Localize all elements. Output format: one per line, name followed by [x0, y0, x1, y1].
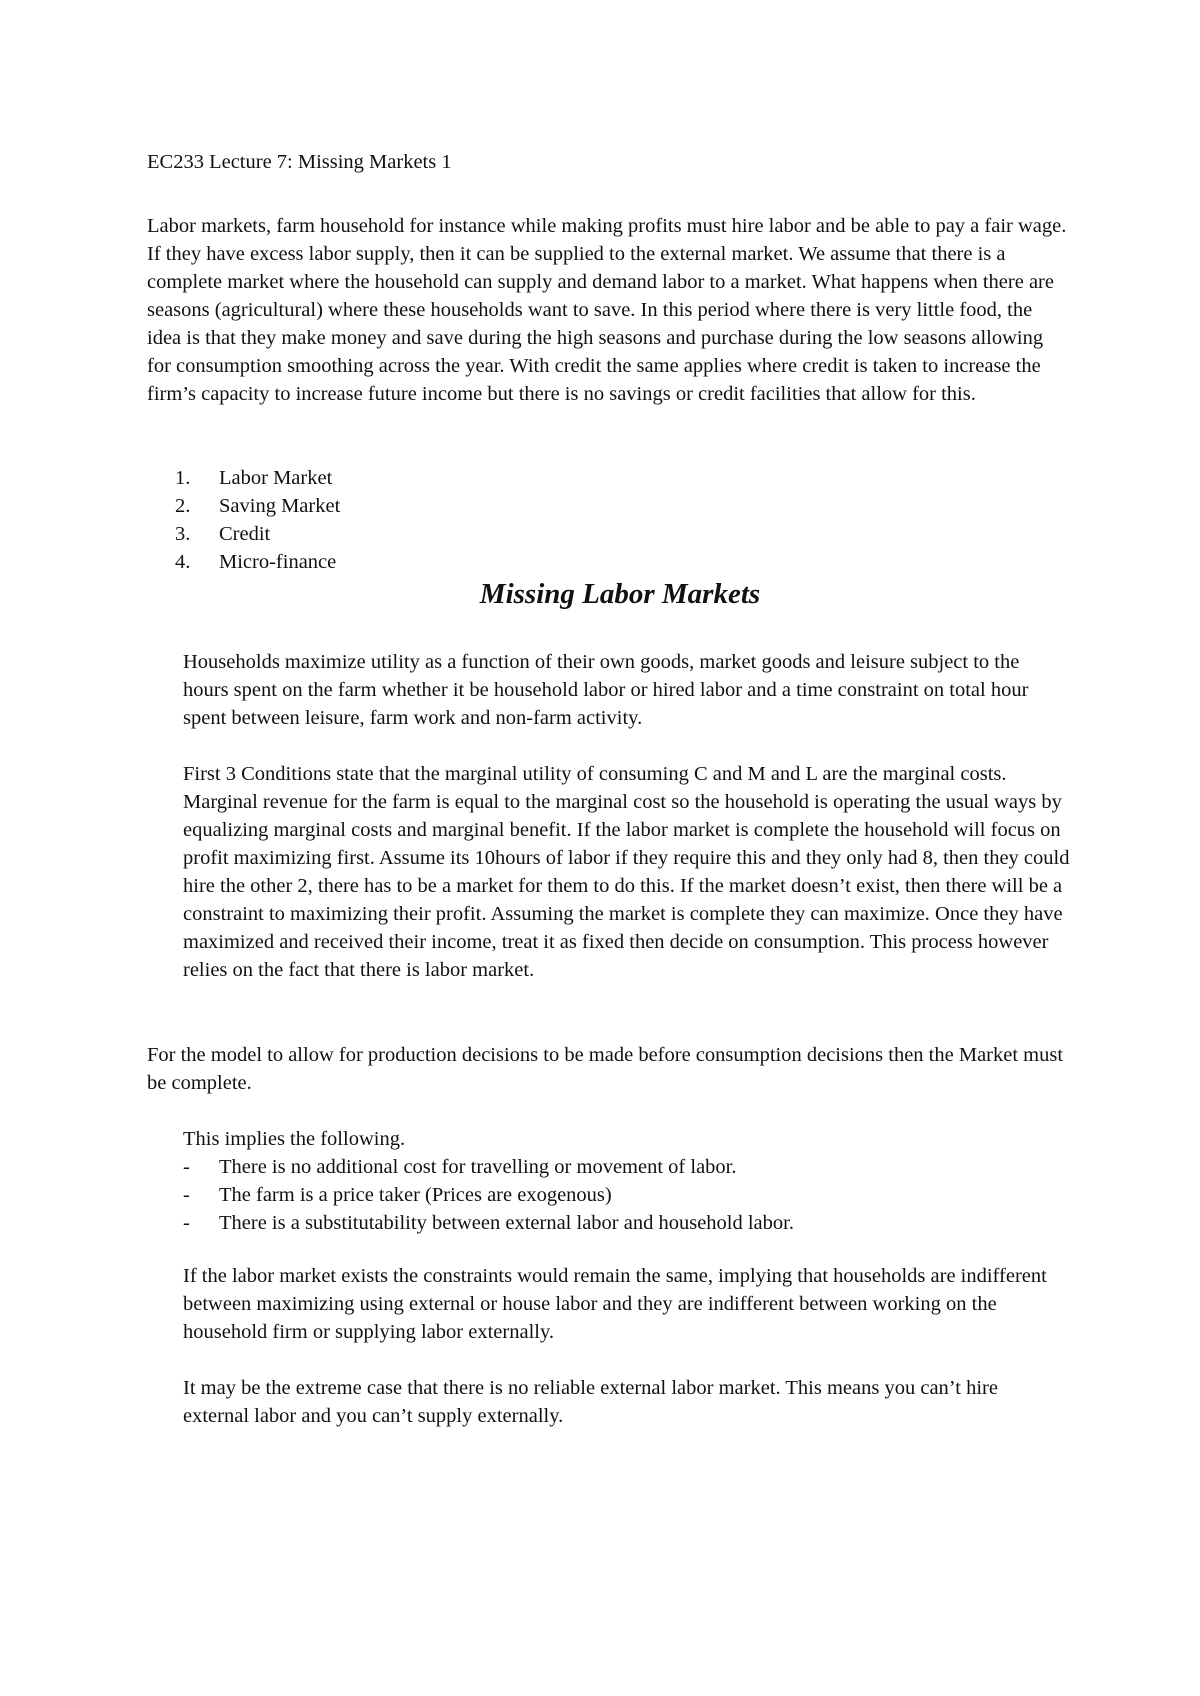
list-item [175, 492, 340, 520]
section-heading: Missing Labor Markets [479, 578, 761, 610]
intro-paragraph: Labor markets, farm household for instance while making profits must hire labor and be able to pay a fair wage. If they have excess labor supply, then it can be supplied to the external market. We assume that there is a complete market where the household can supply and demand labor to a market. What happens when there are seasons (agricultural) where these households want to save. In this period where there is very little food, the idea is that they make money and save during the high seasons and purchase during the low seasons allowing for consumption smoothing across the year. With credit the same applies where credit is taken to increase the firm’s capacity to increase future income but there is no savings or credit facilities that allow for this. [147, 215, 1067, 405]
list-number: 3. [175, 523, 191, 545]
lecture-title: EC233 Lecture 7: Missing Markets 1 [147, 151, 452, 173]
list-number: 2. [175, 495, 191, 517]
list-item-text: Micro-finance [219, 551, 337, 573]
list-item-text: Credit [219, 523, 271, 545]
list-item [175, 548, 340, 576]
list-dash: - [183, 1156, 190, 1178]
list-dash: - [183, 1212, 190, 1234]
paragraph-utility: Households maximize utility as a function of their own goods, market goods and leisure subject to the hours spent on the farm whether it be household labor or hired labor and a time constraint on total hour spent between leisure, farm work and non-farm activity. [183, 651, 1029, 729]
paragraph-labor-exists: If the labor market exists the constraints would remain the same, implying that households are indifferent between maximizing using external or house labor and they are indifferent between working on the household firm or supplying labor externally. [183, 1265, 1047, 1343]
implications-list [183, 1153, 794, 1237]
list-item [175, 520, 340, 548]
list-item-text: There is a substitutability between external labor and household labor. [219, 1212, 794, 1234]
paragraph-implies: This implies the following. [183, 1128, 406, 1150]
list-number: 1. [175, 467, 191, 489]
paragraph-conditions: First 3 Conditions state that the marginal utility of consuming C and M and L are the marginal costs. Marginal revenue for the farm is equal to the marginal cost so the household is operating the usual ways by equalizing marginal costs and marginal benefit. If the labor market is complete the household will focus on profit maximizing first. Assume its 10hours of labor if they require this and they only had 8, then they could hire the other 2, there has to be a market for them to do this. If the market doesn’t exist, then there will be a constraint to maximizing their profit. Assuming the market is complete they can maximize. Once they have maximized and received their income, treat it as fixed then decide on consumption. This process however relies on the fact that there is labor market. [183, 763, 1070, 981]
market-list [175, 464, 340, 576]
list-item [183, 1209, 794, 1237]
list-item [183, 1153, 794, 1181]
paragraph-model: For the model to allow for production decisions to be made before consumption decisions then the Market must be complete. [147, 1044, 1064, 1094]
list-item [183, 1181, 794, 1209]
list-item-text: Labor Market [219, 467, 333, 489]
list-item-text: The farm is a price taker (Prices are exogenous) [219, 1184, 612, 1206]
paragraph-extreme-case: It may be the extreme case that there is no reliable external labor market. This means you can’t hire external labor and you can’t supply externally. [183, 1377, 998, 1427]
list-item [175, 464, 340, 492]
list-item-text: Saving Market [219, 495, 341, 517]
list-item-text: There is no additional cost for travelling or movement of labor. [219, 1156, 737, 1178]
list-dash: - [183, 1184, 190, 1206]
list-number: 4. [175, 551, 191, 573]
